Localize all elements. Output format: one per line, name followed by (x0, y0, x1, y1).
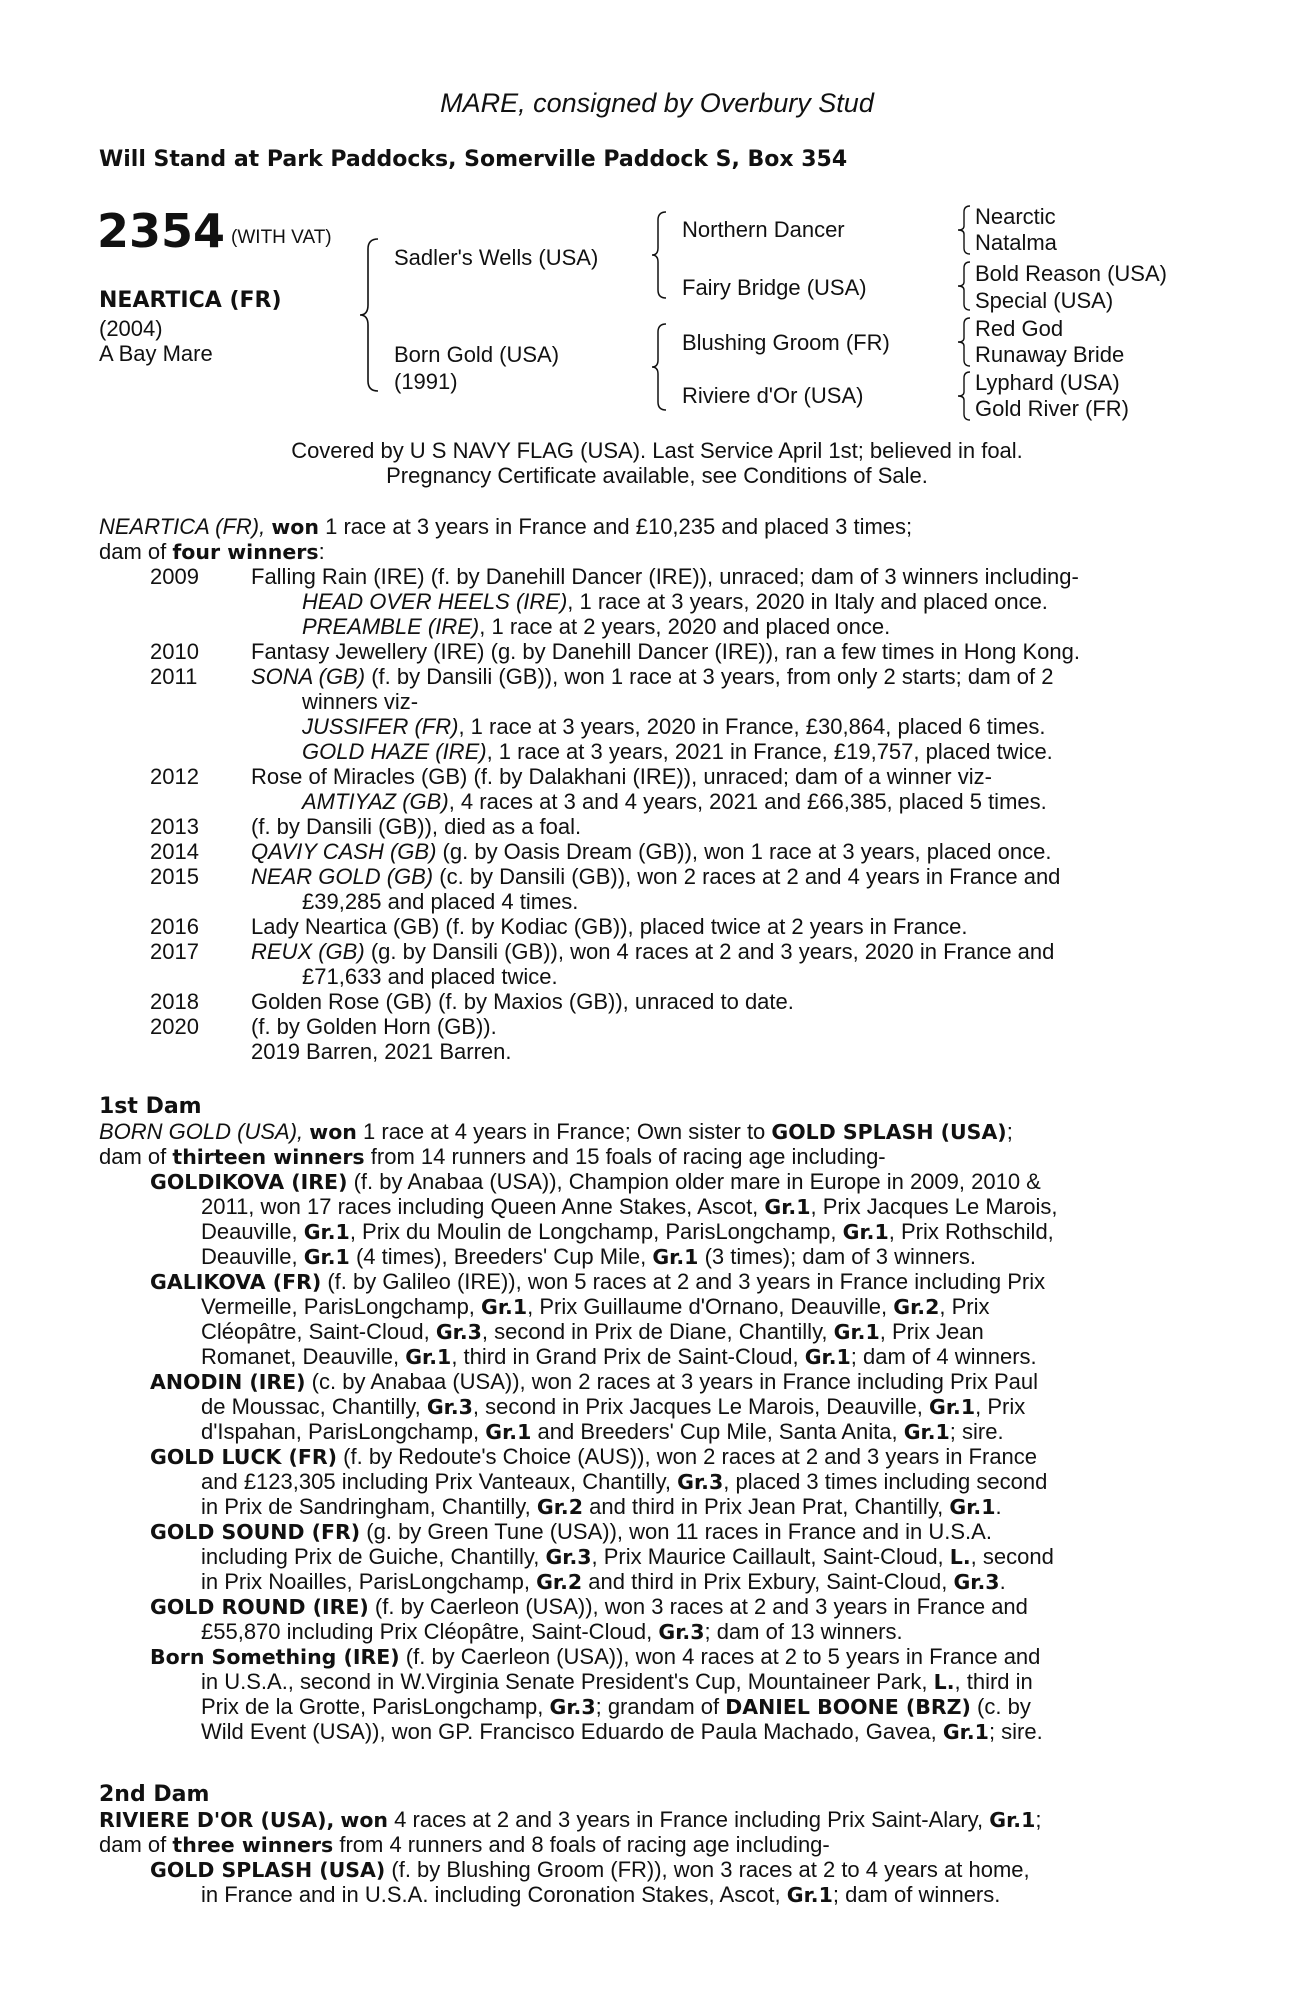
offspring-text-line (201, 1494, 1002, 1520)
produce-intro-rest: 1 race at 3 years in France and £10,235 and placed 3 times; (325, 514, 913, 539)
second-dam-dam-of-rest: from 4 runners and 8 foals of racing age including- (339, 1832, 830, 1857)
offspring-text: Wild Event (USA)), won GP. Francisco Eduardo de Paula Machado, Gavea, (201, 1719, 937, 1744)
offspring-text-line (201, 1394, 1025, 1420)
pedigree-bracket-dd (958, 370, 976, 422)
produce-record (251, 864, 1060, 889)
produce-offspring-rest: , 1 race at 3 years, 2020 in Italy and placed once. (567, 589, 1048, 614)
produce-year: 2015 (150, 864, 199, 889)
produce-dam-of-bold: four winners (172, 540, 319, 564)
offspring-text-line (201, 1619, 903, 1645)
produce-year: 2014 (150, 839, 199, 864)
horse-year: (2004) (99, 316, 163, 341)
offspring-text-line (201, 1569, 1006, 1595)
produce-year: 2012 (150, 764, 199, 789)
produce-record-name: QAVIY CASH (GB) (251, 839, 437, 864)
offspring-text: (f. by Blushing Groom (FR)), won 3 races at 2 to 4 years at home, (391, 1857, 1030, 1882)
offspring-text: , Prix Rothschild, (888, 1219, 1054, 1244)
offspring-text: , Prix Jacques Le Marois, (810, 1194, 1058, 1219)
offspring-text: (f. by Caerleon (USA)), won 3 races at 2 and 3 years in France and (374, 1594, 1028, 1619)
produce-record-name: REUX (GB) (251, 939, 365, 964)
second-dam-heading: 2nd Dam (99, 1782, 210, 1807)
offspring-name: GALIKOVA (FR) (150, 1270, 322, 1294)
grade-label: Gr.3 (426, 1395, 473, 1419)
produce-record: Fantasy Jewellery (IRE) (g. by Danehill Dancer (IRE)), ran a few times in Hong Kong. (251, 639, 1080, 664)
produce-year: 2010 (150, 639, 199, 664)
produce-offspring (302, 714, 1045, 739)
offspring-text: Romanet, Deauville, (201, 1344, 400, 1369)
offspring-text: Prix de la Grotte, ParisLongchamp, (201, 1694, 544, 1719)
pedigree-dam-dam: Riviere d'Or (USA) (682, 383, 864, 408)
offspring-text: (4 times), Breeders' Cup Mile, (355, 1244, 647, 1269)
produce-offspring (302, 589, 1048, 614)
pedigree-bracket-sire (652, 210, 674, 300)
offspring-text: de Moussac, Chantilly, (201, 1394, 421, 1419)
produce-dam-of (99, 539, 325, 565)
offspring-gold-sound (150, 1519, 992, 1545)
produce-offspring (302, 789, 1047, 814)
lot-number-value: 2354 (97, 204, 226, 258)
offspring-gold-splash (150, 1857, 1030, 1883)
produce-intro-won: won (271, 515, 319, 539)
pedigree-dds: Lyphard (USA) (975, 370, 1120, 395)
offspring-text: (f. by Redoute's Choice (AUS)), won 2 races at 2 and 3 years in France (343, 1444, 1038, 1469)
produce-record-rest: (f. by Dansili (GB)), won 1 race at 3 years, from only 2 starts; dam of 2 (371, 664, 1054, 689)
offspring-text: Cléopâtre, Saint-Cloud, (201, 1319, 430, 1344)
offspring-text: ; grandam of (595, 1694, 720, 1719)
offspring-text: , Prix Maurice Caillault, Saint-Cloud, (591, 1544, 944, 1569)
offspring-text: 2011, won 17 races including Queen Anne Stakes, Ascot, (201, 1194, 759, 1219)
produce-offspring (302, 739, 1053, 764)
second-dam-intro (99, 1807, 1041, 1833)
pedigree-bracket-ss (958, 204, 976, 256)
grade-label: Gr.1 (764, 1195, 811, 1219)
pedigree-dam: Born Gold (USA) (394, 342, 560, 367)
grade-label: L. (933, 1670, 955, 1694)
offspring-text: . (999, 1569, 1006, 1594)
pedigree-ddd: Gold River (FR) (975, 396, 1130, 421)
produce-offspring-rest: , 1 race at 2 years, 2020 and placed once. (479, 614, 891, 639)
grade-label: Gr.3 (545, 1545, 592, 1569)
offspring-text: (3 times); dam of 3 winners. (704, 1244, 976, 1269)
first-dam-dam-of (99, 1144, 886, 1170)
offspring-text: ; sire. (949, 1419, 1004, 1444)
offspring-name: GOLD SOUND (FR) (150, 1520, 361, 1544)
produce-offspring-name: JUSSIFER (FR) (302, 714, 459, 739)
offspring-text: , third in (954, 1669, 1033, 1694)
first-dam-name: BORN GOLD (USA), (99, 1119, 304, 1144)
offspring-text: , second in Prix de Diane, Chantilly, (481, 1319, 828, 1344)
grade-label: Gr.1 (786, 1883, 833, 1907)
offspring-text: (c. by (977, 1694, 1031, 1719)
produce-record-name: NEAR GOLD (GB) (251, 864, 434, 889)
pedigree-dam-sire: Blushing Groom (FR) (682, 330, 890, 355)
offspring-galikova (150, 1269, 1045, 1295)
produce-intro (99, 514, 912, 540)
second-dam-rest: 4 races at 2 and 3 years in France including Prix Saint-Alary, (394, 1807, 984, 1832)
offspring-text: , placed 3 times including second (723, 1469, 1048, 1494)
offspring-text: including Prix de Guiche, Chantilly, (201, 1544, 540, 1569)
offspring-text: in U.S.A., second in W.Virginia Senate President's Cup, Mountaineer Park, (201, 1669, 928, 1694)
page-title: MARE, consigned by Overbury Stud (440, 88, 874, 118)
grade-label: Gr.3 (658, 1620, 705, 1644)
first-dam-won: won (309, 1120, 357, 1144)
offspring-text: (g. by Green Tune (USA)), won 11 races in France and in U.S.A. (366, 1519, 992, 1544)
produce-year: 2013 (150, 814, 199, 839)
covered-line-2: Pregnancy Certificate available, see Conditions of Sale. (386, 463, 928, 488)
grade-label: Gr.2 (536, 1495, 583, 1519)
offspring-text: , Prix Jean (879, 1319, 984, 1344)
first-dam-intro (99, 1119, 1013, 1145)
produce-offspring-rest: , 4 races at 3 and 4 years, 2021 and £66,385, placed 5 times. (448, 789, 1047, 814)
pedigree-sdd: Special (USA) (975, 288, 1114, 313)
produce-record: Rose of Miracles (GB) (f. by Dalakhani (IRE)), unraced; dam of a winner viz- (251, 764, 992, 789)
offspring-text-line (201, 1194, 1057, 1220)
produce-offspring-name: HEAD OVER HEELS (IRE) (302, 589, 568, 614)
grade-label: Gr.1 (989, 1808, 1036, 1832)
offspring-name: GOLD LUCK (FR) (150, 1445, 338, 1469)
offspring-text: in Prix de Sandringham, Chantilly, (201, 1494, 531, 1519)
second-dam-won: won (340, 1808, 389, 1832)
pedigree-sss: Nearctic (975, 204, 1056, 229)
offspring-text-line (201, 1719, 1043, 1745)
grade-label: Gr.1 (949, 1495, 996, 1519)
first-dam-sister: GOLD SPLASH (USA) (771, 1120, 1007, 1144)
produce-record: Golden Rose (GB) (f. by Maxios (GB)), unraced to date. (251, 989, 794, 1014)
offspring-text: , Prix (975, 1394, 1026, 1419)
offspring-text: (f. by Galileo (IRE)), won 5 races at 2 and 3 years in France including Prix (327, 1269, 1046, 1294)
pedigree-sire-sire: Northern Dancer (682, 217, 845, 242)
offspring-born-something (150, 1644, 1040, 1670)
offspring-text: Deauville, (201, 1244, 298, 1269)
grade-label: Gr.1 (405, 1345, 452, 1369)
pedigree-dam-year: (1991) (394, 369, 458, 394)
pedigree-sds: Bold Reason (USA) (975, 261, 1167, 286)
offspring-text: d'Ispahan, ParisLongchamp, (201, 1419, 480, 1444)
first-dam-dam-of-prefix: dam of (99, 1144, 167, 1169)
produce-record-rest: (c. by Dansili (GB)), won 2 races at 2 and 4 years in France and (439, 864, 1061, 889)
first-dam-end: ; (1006, 1119, 1013, 1144)
second-dam-name: RIVIERE D'OR (USA), (99, 1808, 335, 1832)
grade-label: Gr.1 (842, 1220, 889, 1244)
produce-record (251, 939, 1054, 964)
produce-record-cont: winners viz- (302, 689, 419, 714)
grade-label: Gr.1 (903, 1420, 950, 1444)
grade-label: Gr.3 (677, 1470, 724, 1494)
offspring-text: . (995, 1494, 1002, 1519)
offspring-name: GOLD ROUND (IRE) (150, 1595, 369, 1619)
produce-year: 2009 (150, 564, 199, 589)
pedigree-dss: Red God (975, 316, 1064, 341)
produce-record-rest: (g. by Oasis Dream (GB)), won 1 race at 3 years, placed once. (442, 839, 1052, 864)
offspring-text-line (201, 1244, 976, 1270)
pedigree-bracket-ds (958, 316, 976, 368)
offspring-text: Vermeille, ParisLongchamp, (201, 1294, 475, 1319)
produce-record-cont: £39,285 and placed 4 times. (302, 889, 579, 914)
offspring-goldikova (150, 1169, 1041, 1195)
second-dam-dam-of-prefix: dam of (99, 1832, 167, 1857)
offspring-name: GOLD SPLASH (USA) (150, 1858, 386, 1882)
grade-label: Gr.3 (435, 1320, 482, 1344)
pedigree-bracket-sd (958, 260, 976, 312)
grade-label: Gr.1 (485, 1420, 532, 1444)
grade-label: Gr.1 (652, 1245, 699, 1269)
offspring-text: in Prix Noailles, ParisLongchamp, (201, 1569, 530, 1594)
offspring-text-line (201, 1882, 1000, 1908)
offspring-text: and third in Prix Exbury, Saint-Cloud, (588, 1569, 948, 1594)
offspring-text: , Prix (939, 1294, 990, 1319)
offspring-text: , second (970, 1544, 1054, 1569)
vat-label: (WITH VAT) (231, 227, 332, 248)
first-dam-heading: 1st Dam (99, 1094, 202, 1119)
horse-description: A Bay Mare (99, 341, 213, 366)
produce-dam-of-prefix: dam of (99, 539, 167, 564)
produce-intro-name: NEARTICA (FR), (99, 514, 266, 539)
lot-number (97, 206, 332, 263)
first-dam-rest: 1 race at 4 years in France; Own sister to (363, 1119, 766, 1144)
second-dam-dam-of-count: three winners (172, 1833, 334, 1857)
offspring-text: and £123,305 including Prix Vanteaux, Chantilly, (201, 1469, 672, 1494)
pedigree-bracket-dam (652, 322, 674, 412)
offspring-name: Born Something (IRE) (150, 1645, 400, 1669)
produce-year: 2016 (150, 914, 199, 939)
grade-label: Gr.1 (929, 1395, 976, 1419)
grade-label: Gr.1 (942, 1720, 989, 1744)
offspring-anodin (150, 1369, 1038, 1395)
offspring-name: GOLDIKOVA (IRE) (150, 1170, 348, 1194)
pedigree-dsd: Runaway Bride (975, 342, 1125, 367)
produce-record: (f. by Golden Horn (GB)). (251, 1014, 497, 1039)
pedigree-ssd: Natalma (975, 230, 1057, 255)
produce-offspring-name: GOLD HAZE (IRE) (302, 739, 487, 764)
offspring-text-line (201, 1469, 1047, 1495)
second-dam-end: ; (1035, 1807, 1042, 1832)
produce-year: 2017 (150, 939, 199, 964)
covered-line-1: Covered by U S NAVY FLAG (USA). Last Service April 1st; believed in foal. (291, 438, 1023, 463)
offspring-text: ; dam of 13 winners. (704, 1619, 903, 1644)
grand-offspring-name: DANIEL BOONE (BRZ) (725, 1695, 971, 1719)
produce-record-name: SONA (GB) (251, 664, 366, 689)
offspring-text: (f. by Caerleon (USA)), won 4 races at 2 to 5 years in France and (405, 1644, 1041, 1669)
offspring-text-line (201, 1319, 984, 1345)
produce-record-rest: (g. by Dansili (GB)), won 4 races at 2 and 3 years, 2020 in France and (370, 939, 1055, 964)
grade-label: Gr.1 (303, 1245, 350, 1269)
produce-record-cont: £71,633 and placed twice. (302, 964, 558, 989)
produce-year: 2020 (150, 1014, 199, 1039)
offspring-text: (c. by Anabaa (USA)), won 2 races at 3 years in France including Prix Paul (311, 1369, 1039, 1394)
offspring-text: and Breeders' Cup Mile, Santa Anita, (537, 1419, 898, 1444)
produce-record (251, 664, 1053, 689)
pedigree-sire-dam: Fairy Bridge (USA) (682, 275, 867, 300)
offspring-text-line (201, 1544, 1054, 1570)
grade-label: Gr.2 (893, 1295, 940, 1319)
produce-year: 2011 (150, 664, 198, 689)
horse-name: NEARTICA (FR) (99, 288, 282, 313)
offspring-text-line (201, 1294, 989, 1320)
offspring-text-line (201, 1669, 1033, 1695)
grade-label: Gr.1 (833, 1320, 880, 1344)
first-dam-dam-of-count: thirteen winners (172, 1145, 365, 1169)
offspring-text-line (201, 1419, 1004, 1445)
offspring-text: , Prix Guillaume d'Ornano, Deauville, (527, 1294, 888, 1319)
produce-record: Falling Rain (IRE) (f. by Danehill Dancer (IRE)), unraced; dam of 3 winners including- (251, 564, 1079, 589)
produce-barren: 2019 Barren, 2021 Barren. (251, 1039, 512, 1064)
first-dam-dam-of-rest: from 14 runners and 15 foals of racing age including- (370, 1144, 886, 1169)
produce-record: Lady Neartica (GB) (f. by Kodiac (GB)), placed twice at 2 years in France. (251, 914, 968, 939)
offspring-gold-round (150, 1594, 1028, 1620)
offspring-text: , third in Grand Prix de Saint-Cloud, (451, 1344, 799, 1369)
offspring-text: (f. by Anabaa (USA)), Champion older mare in Europe in 2009, 2010 & (353, 1169, 1041, 1194)
produce-offspring-rest: , 1 race at 3 years, 2020 in France, £30,864, placed 6 times. (458, 714, 1046, 739)
produce-offspring-rest: , 1 race at 3 years, 2021 in France, £19,757, placed twice. (486, 739, 1053, 764)
pedigree-sire: Sadler's Wells (USA) (394, 245, 599, 270)
produce-offspring-name: AMTIYAZ (GB) (302, 789, 449, 814)
offspring-text: , Prix du Moulin de Longchamp, ParisLongchamp, (349, 1219, 837, 1244)
produce-offspring (302, 614, 890, 639)
grade-label: Gr.3 (953, 1570, 1000, 1594)
produce-record: (f. by Dansili (GB)), died as a foal. (251, 814, 582, 839)
offspring-text: and third in Prix Jean Prat, Chantilly, (589, 1494, 944, 1519)
pedigree-bracket-main (360, 235, 390, 395)
offspring-text-line (201, 1694, 1031, 1720)
grade-label: L. (949, 1545, 971, 1569)
offspring-text-line (201, 1219, 1054, 1245)
grade-label: Gr.1 (804, 1345, 851, 1369)
produce-record (251, 839, 1051, 864)
offspring-text: , second in Prix Jacques Le Marois, Deauville, (472, 1394, 923, 1419)
offspring-text: ; dam of 4 winners. (850, 1344, 1037, 1369)
stand-location: Will Stand at Park Paddocks, Somerville Paddock S, Box 354 (99, 147, 848, 172)
offspring-text: in France and in U.S.A. including Coronation Stakes, Ascot, (201, 1882, 781, 1907)
produce-dam-of-suffix: : (318, 539, 325, 564)
produce-offspring-name: PREAMBLE (IRE) (302, 614, 480, 639)
second-dam-dam-of (99, 1832, 830, 1858)
offspring-text: £55,870 including Prix Cléopâtre, Saint-Cloud, (201, 1619, 653, 1644)
offspring-text: ; dam of winners. (832, 1882, 1001, 1907)
offspring-text-line (201, 1344, 1037, 1370)
offspring-text: Deauville, (201, 1219, 298, 1244)
offspring-name: ANODIN (IRE) (150, 1370, 306, 1394)
produce-year: 2018 (150, 989, 199, 1014)
grade-label: Gr.3 (549, 1695, 596, 1719)
grade-label: Gr.1 (481, 1295, 528, 1319)
offspring-gold-luck (150, 1444, 1037, 1470)
offspring-text: ; sire. (988, 1719, 1043, 1744)
grade-label: Gr.1 (303, 1220, 350, 1244)
grade-label: Gr.2 (536, 1570, 583, 1594)
